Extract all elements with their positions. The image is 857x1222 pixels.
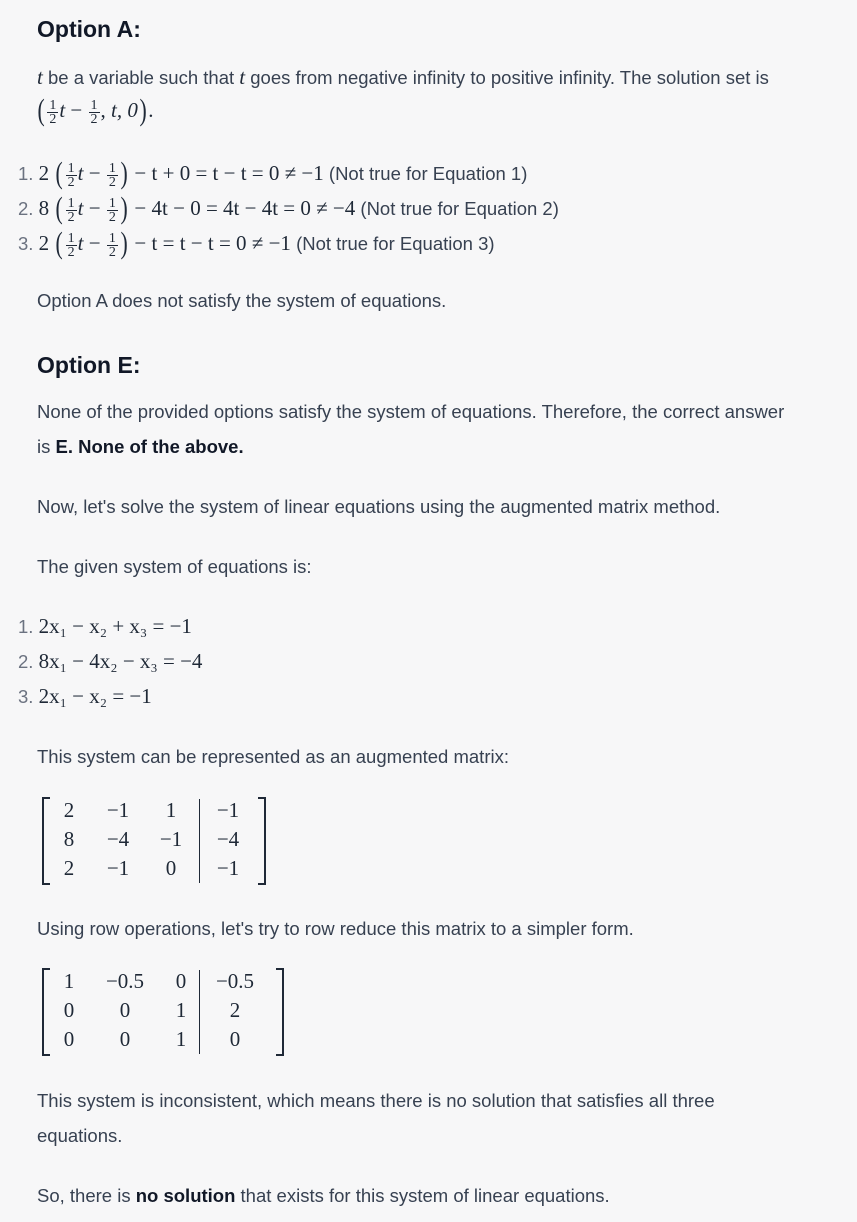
matrix-cell: −0.5 <box>215 969 255 993</box>
list-number: 2. <box>18 651 34 672</box>
row-ops-text: Using row operations, let's try to row reduce this matrix to a simpler form. <box>37 918 634 939</box>
line-prefix: is <box>37 436 56 457</box>
final-prefix: So, there is <box>37 1185 136 1206</box>
matrix-cell: 2 <box>63 798 75 822</box>
check-expression: − t + 0 = t − t = 0 ≠ −1 <box>134 161 324 185</box>
coef: 8 <box>38 196 50 220</box>
option-e-line-1: None of the provided options satisfy the system of equations. Therefore, the correct answer <box>37 401 785 422</box>
list-number: 1. <box>18 616 34 637</box>
augment-divider <box>199 970 200 1054</box>
check-expression: − t = t − t = 0 ≠ −1 <box>134 231 291 255</box>
matrix-cell: 0 <box>229 1027 241 1051</box>
matrix-cell: −1 <box>216 856 240 880</box>
equation-1 <box>18 614 192 639</box>
matrix-cell: −1 <box>106 856 130 880</box>
check-expression: − 4t − 0 = 4t − 4t = 0 ≠ −4 <box>134 196 356 220</box>
option-e-heading: Option E: <box>37 352 141 378</box>
var-t: t <box>239 65 246 89</box>
coef: 2 <box>38 161 50 185</box>
check-row-2: 2. 8 ( $\frac{1}{2}$ t − $\frac{1}{2}$ ) − 4t − 0 = 4t − 4t = 0 ≠ −4 (Not true for Equation 2) <box>18 190 559 225</box>
matrix-cell: 2 <box>63 856 75 880</box>
list-number: 3. <box>18 233 34 254</box>
matrix-cell: 0 <box>175 969 187 993</box>
final-bold: no solution <box>135 1185 236 1206</box>
check-row-3: 3. 2 ( $\frac{1}{2}$ t − $\frac{1}{2}$ ) − t = t − t = 0 ≠ −1 (Not true for Equation 3) <box>18 225 495 260</box>
matrix-cell: −1 <box>106 798 130 822</box>
equation-2 <box>18 649 202 674</box>
matrix-cell: −4 <box>106 827 130 851</box>
reduced-matrix <box>42 968 284 1056</box>
inconsistent-line-2: equations. <box>37 1125 123 1146</box>
given-text: The given system of equations is: <box>37 556 312 577</box>
check-row-1: 1. 2 ( $\frac{1}{2}$ t − $\frac{1}{2}$ ) − t + 0 = t − t = 0 ≠ −1 (Not true for Equation 1) <box>18 155 528 190</box>
equation-text: 2x₁ − x₂ = −1 <box>38 684 152 708</box>
desc-text: be a variable such that <box>47 67 235 88</box>
augmented-intro: This system can be represented as an augmented matrix: <box>37 746 509 767</box>
matrix-cell: 0 <box>63 998 75 1022</box>
solution-set-tail: t, 0 <box>111 98 138 122</box>
list-number: 2. <box>18 198 34 219</box>
matrix-cell: 1 <box>165 798 177 822</box>
matrix-cell: −1 <box>216 798 240 822</box>
matrix-cell: 0 <box>119 998 131 1022</box>
intro-text: Now, let's solve the system of linear equations using the augmented matrix method. <box>37 496 721 517</box>
option-a-heading: Option A: <box>37 16 141 42</box>
augment-divider <box>199 799 200 883</box>
solution-set: ( $\frac{1}{2}$ t − $\frac{1}{2}$ , t, 0). <box>37 92 154 127</box>
left-bracket <box>42 968 50 1056</box>
equation-text: 8x₁ − 4x₂ − x₃ = −4 <box>38 649 203 673</box>
coef: 2 <box>38 231 50 255</box>
desc-text-2: goes from negative infinity to positive infinity. The solution set is <box>250 67 769 88</box>
matrix-cell: 2 <box>229 998 241 1022</box>
check-note: (Not true for Equation 2) <box>360 198 559 219</box>
inconsistent-line-1: This system is inconsistent, which means there is no solution that satisfies all three <box>37 1090 715 1111</box>
left-bracket <box>42 797 50 885</box>
matrix-cell: 0 <box>63 1027 75 1051</box>
matrix-cell: −1 <box>159 827 183 851</box>
option-a-description <box>37 65 769 90</box>
list-number: 3. <box>18 686 34 707</box>
right-bracket <box>276 968 284 1056</box>
option-a-conclusion: Option A does not satisfy the system of equations. <box>37 290 447 311</box>
equation-text: 2x₁ − x₂ + x₃ = −1 <box>38 614 192 638</box>
matrix-cell: −4 <box>216 827 240 851</box>
list-number: 1. <box>18 163 34 184</box>
final-suffix: that exists for this system of linear equations. <box>235 1185 610 1206</box>
equation-3 <box>18 684 152 709</box>
augmented-matrix <box>42 797 266 885</box>
check-note: (Not true for Equation 1) <box>328 163 528 184</box>
right-bracket <box>258 797 266 885</box>
check-note: (Not true for Equation 3) <box>296 233 495 254</box>
answer-bold: E. None of the above. <box>55 436 244 457</box>
matrix-cell: 8 <box>63 827 75 851</box>
matrix-cell: 1 <box>175 1027 187 1051</box>
matrix-cell: 1 <box>63 969 75 993</box>
matrix-cell: 1 <box>175 998 187 1022</box>
matrix-cell: 0 <box>165 856 177 880</box>
matrix-cell: −0.5 <box>105 969 145 993</box>
matrix-cell: 0 <box>119 1027 131 1051</box>
option-e-line-2 <box>37 436 244 458</box>
final-statement <box>37 1185 610 1207</box>
var-t: t <box>37 65 43 89</box>
